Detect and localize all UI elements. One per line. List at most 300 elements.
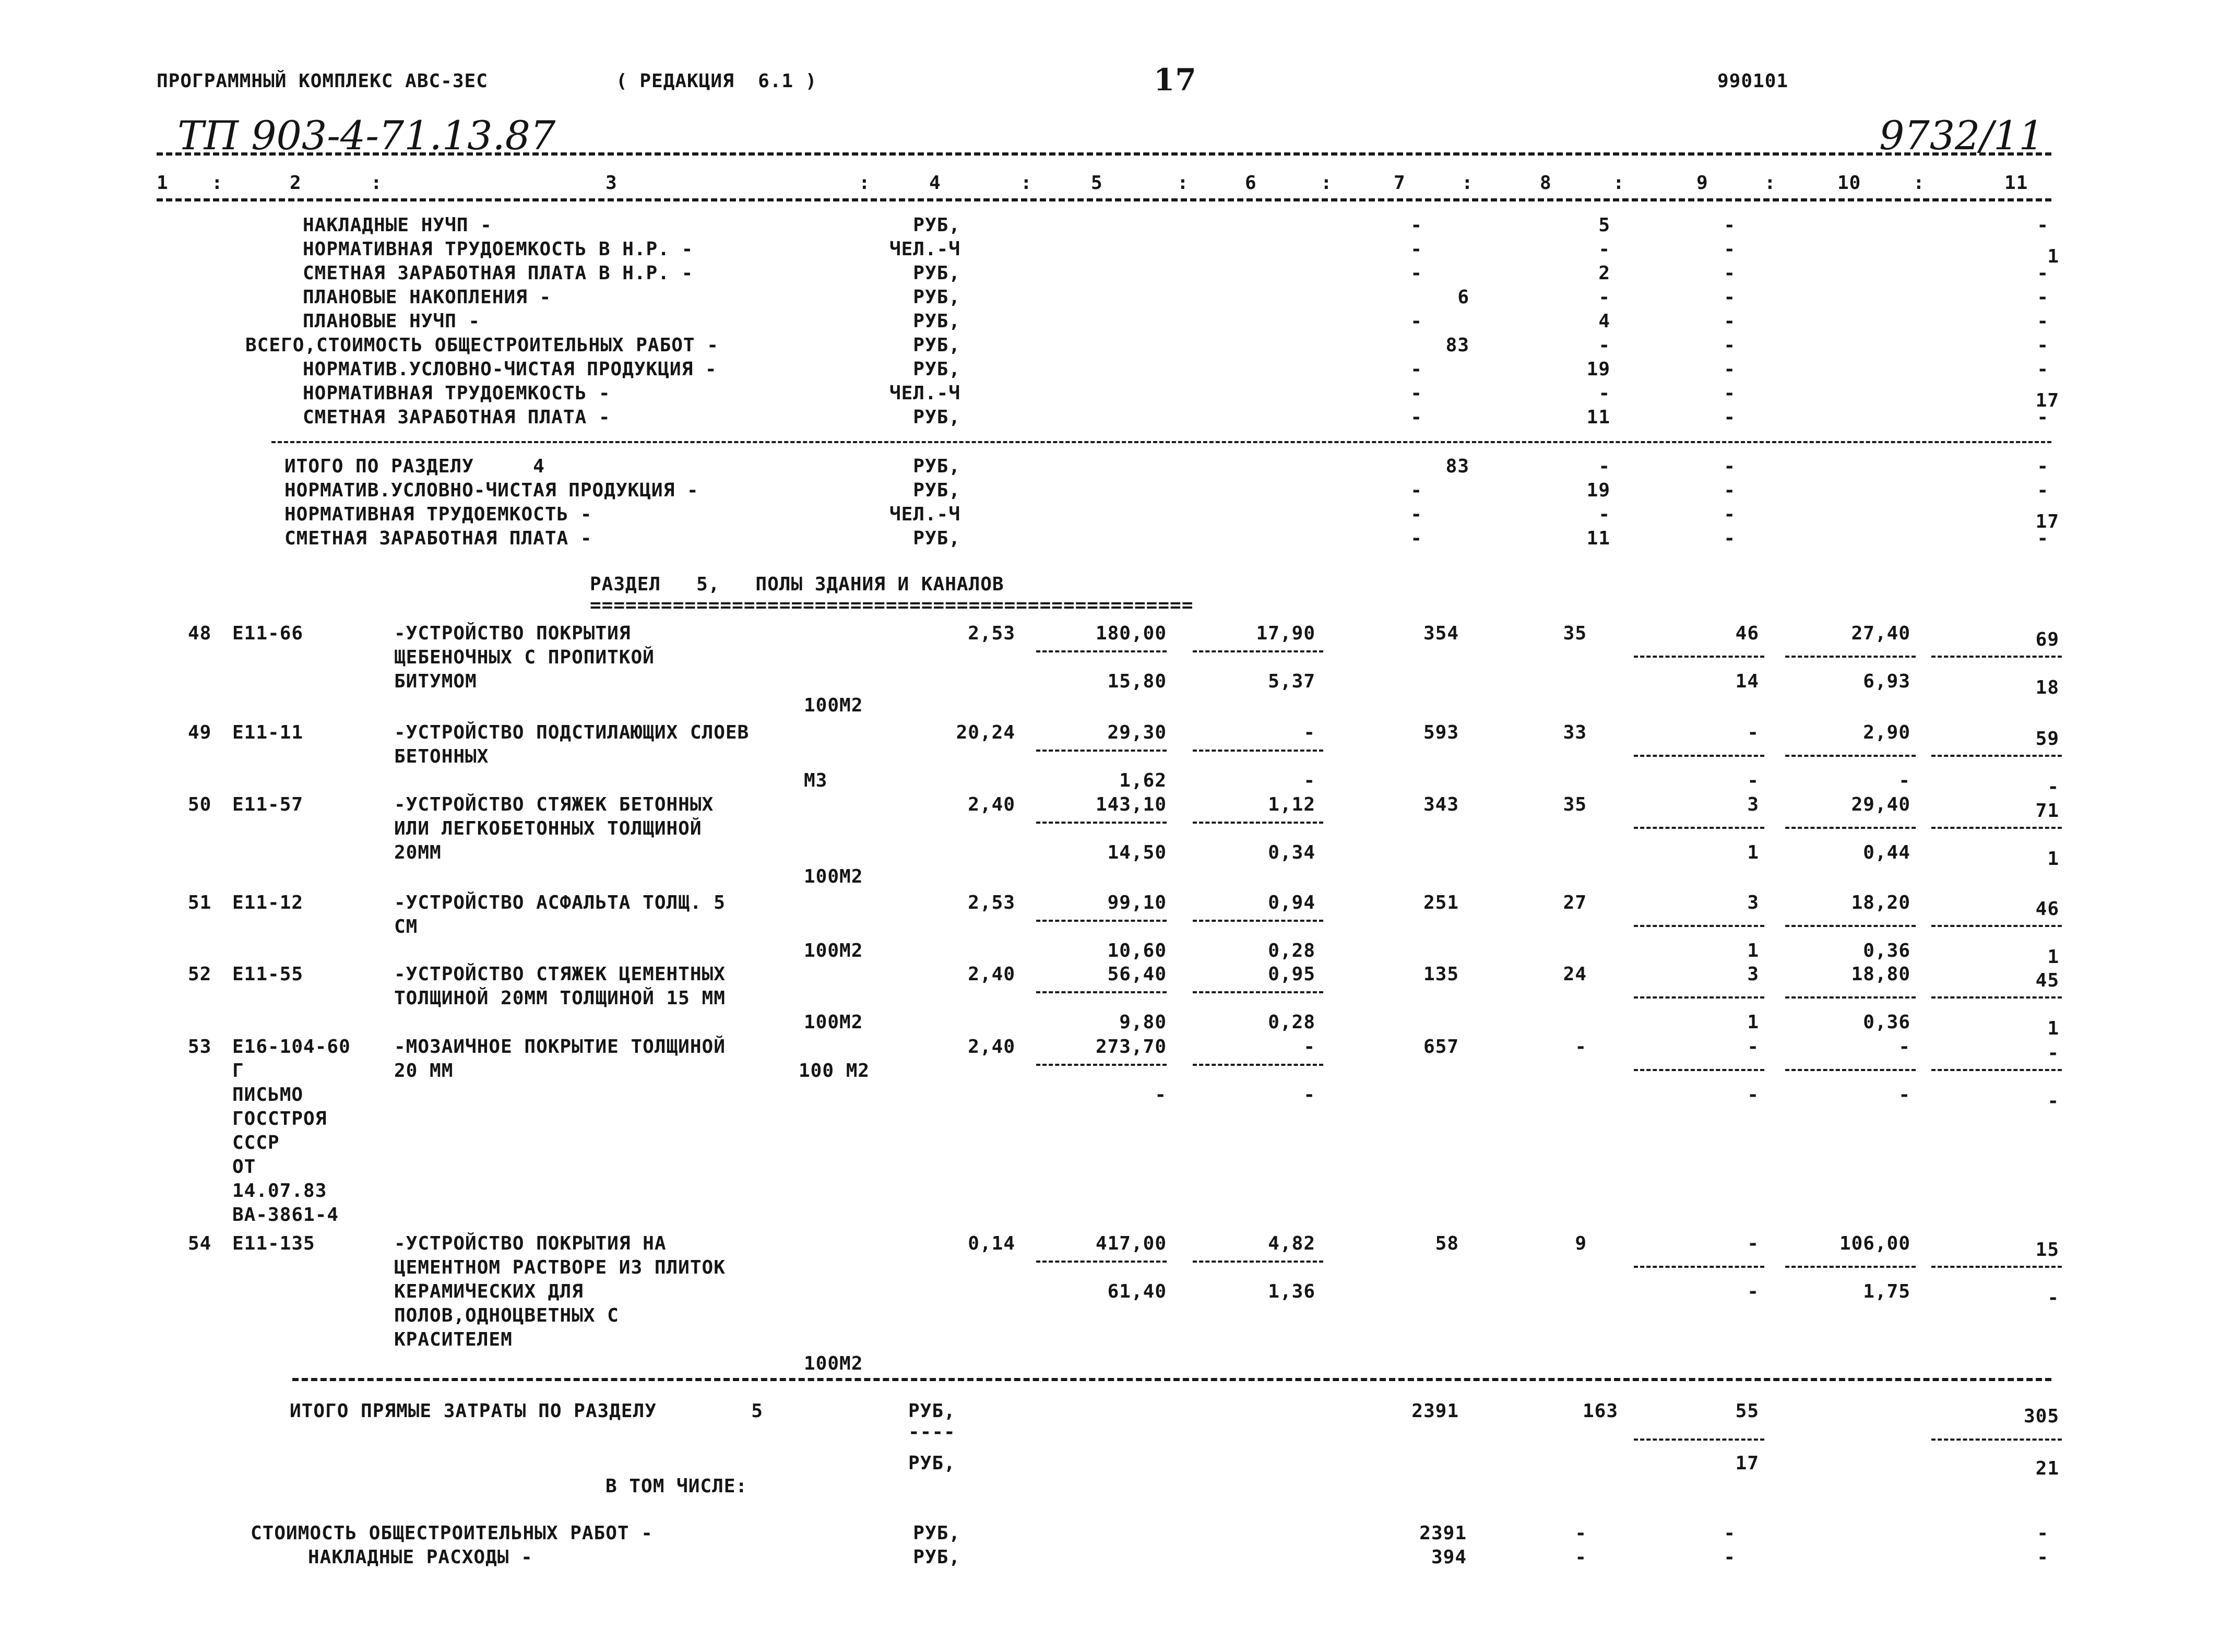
total-machines: - — [1747, 722, 1759, 743]
col9-value: - — [1724, 263, 1736, 284]
totals-rule — [292, 1378, 2051, 1381]
item-description: ЩЕБЕНОЧНЫХ С ПРОПИТКОЙ — [394, 647, 655, 668]
cell-divider — [1193, 750, 1323, 752]
col8-value: - — [1598, 287, 1610, 308]
row-label: СТОИМОСТЬ ОБЩЕСТРОИТЕЛЬНЫХ РАБОТ - — [251, 1523, 653, 1544]
totals-unit-2: РУБ, — [908, 1453, 956, 1474]
total-col11: 69 — [2035, 629, 2059, 650]
total-materials: 106,00 — [1839, 1233, 1910, 1254]
unit-cost-wages: 61,40 — [1107, 1281, 1167, 1302]
item-quantity: 2,40 — [968, 794, 1015, 815]
row-label: ВСЕГО,СТОИМОСТЬ ОБЩЕСТРОИТЕЛЬНЫХ РАБОТ - — [245, 335, 719, 356]
item-description: ТОЛЩИНОЙ 20ММ ТОЛЩИНОЙ 15 ММ — [394, 988, 726, 1009]
row-label: ИТОГО ПО РАЗДЕЛУ 4 — [284, 456, 545, 477]
column-header-9: 9 — [1696, 172, 1708, 194]
item-description: СМ — [394, 916, 418, 937]
item-description: ИЛИ ЛЕГКОБЕТОННЫХ ТОЛЩИНОЙ — [394, 818, 702, 839]
item-description: -УСТРОЙСТВО АСФАЛЬТА ТОЛЩ. 5 — [394, 892, 726, 913]
col9-value: - — [1724, 456, 1736, 477]
total-machines: 3 — [1747, 892, 1759, 913]
row-label: НОРМАТИВНАЯ ТРУДОЕМКОСТЬ - — [284, 504, 592, 525]
row-unit: ЧЕЛ.-Ч — [889, 383, 960, 404]
unit-cost-mach-wages: - — [1303, 770, 1315, 791]
item-code: Е11-135 — [232, 1233, 315, 1254]
total-mach-wages: 1 — [1747, 842, 1759, 863]
col7-value: - — [1410, 215, 1422, 236]
cell-divider — [1785, 755, 1916, 757]
cell-divider — [1634, 656, 1764, 658]
item-number: 54 — [188, 1233, 212, 1254]
col7-value: 2391 — [1419, 1523, 1467, 1544]
item-description: -УСТРОЙСТВО СТЯЖЕК БЕТОННЫХ — [394, 794, 714, 815]
row-unit: РУБ, — [913, 335, 960, 356]
item-description: -УСТРОЙСТВО ПОДСТИЛАЮЩИХ СЛОЕВ — [394, 722, 750, 743]
totals-col9: 55 — [1735, 1400, 1759, 1422]
col11-extra: 1 — [2047, 246, 2059, 267]
column-separator: : — [1913, 172, 1925, 194]
row-unit: РУБ, — [913, 407, 960, 428]
cell-divider — [1785, 1266, 1916, 1268]
row-label: НОРМАТИВ.УСЛОВНО-ЧИСТАЯ ПРОДУКЦИЯ - — [284, 480, 699, 501]
column-header-2: 2 — [290, 172, 302, 194]
col9-value: - — [1724, 528, 1736, 549]
total-col11-low: 1 — [2047, 946, 2059, 968]
col8-value: - — [1598, 335, 1610, 356]
row-unit: РУБ, — [913, 287, 960, 308]
unit-cost-machines: - — [1303, 722, 1315, 743]
row-unit: РУБ, — [913, 1547, 960, 1568]
item-code-note: ОТ — [232, 1156, 256, 1178]
total-col11-low: - — [2047, 1287, 2059, 1309]
col11-value: - — [2037, 1523, 2049, 1544]
unit-cost-wages: 14,50 — [1107, 842, 1167, 863]
total-col11: 71 — [2035, 800, 2059, 822]
cell-divider — [1785, 1069, 1916, 1071]
cell-divider — [1193, 991, 1323, 993]
col9-value: - — [1724, 239, 1736, 260]
totals-unit-underline: ---- — [908, 1421, 956, 1443]
unit-cost-wages: - — [1155, 1084, 1167, 1106]
row-unit: РУБ, — [913, 480, 960, 501]
col7-value: - — [1410, 480, 1422, 501]
item-description: ЦЕМЕНТНОМ РАСТВОРЕ ИЗ ПЛИТОК — [394, 1257, 726, 1278]
section-title: РАЗДЕЛ 5, ПОЛЫ ЗДАНИЯ И КАНАЛОВ — [590, 574, 1004, 595]
total-materials: 18,20 — [1851, 892, 1910, 913]
col8-value: 4 — [1598, 311, 1610, 332]
total-materials: 2,90 — [1863, 722, 1910, 743]
col8-value: - — [1598, 383, 1610, 404]
total-materials: 18,80 — [1851, 964, 1910, 985]
unit-cost-total: 29,30 — [1107, 722, 1167, 743]
col8-value: 11 — [1586, 407, 1610, 428]
column-header-1: 1 — [157, 172, 169, 194]
item-description: -УСТРОЙСТВО ПОКРЫТИЯ НА — [394, 1233, 667, 1254]
unit-cost-total: 56,40 — [1107, 964, 1167, 985]
col11-value: - — [2037, 311, 2049, 332]
item-quantity: 2,40 — [968, 964, 1015, 985]
edition-label: ( РЕДАКЦИЯ 6.1 ) — [616, 70, 817, 92]
cell-divider — [1036, 1064, 1167, 1066]
row-label: ПЛАНОВЫЕ НАКОПЛЕНИЯ - — [303, 287, 552, 308]
row-label: СМЕТНАЯ ЗАРАБОТНАЯ ПЛАТА - — [284, 528, 592, 549]
cell-divider — [1036, 920, 1167, 922]
col9-value: - — [1724, 287, 1736, 308]
item-description: -УСТРОЙСТВО СТЯЖЕК ЦЕМЕНТНЫХ — [394, 964, 726, 985]
col7-value: 6 — [1457, 287, 1469, 308]
item-number: 49 — [188, 722, 212, 743]
col8-value: - — [1598, 239, 1610, 260]
unit-cost-total: 143,10 — [1095, 794, 1167, 815]
total-materials: - — [1898, 1036, 1910, 1057]
unit-cost-mach-wages: 0,28 — [1268, 940, 1315, 961]
col11-value: - — [2037, 215, 2049, 236]
totals-col9-low: 17 — [1735, 1453, 1759, 1474]
row-unit: РУБ, — [913, 528, 960, 549]
column-header-6: 6 — [1245, 172, 1257, 194]
unit-cost-machines: 17,90 — [1256, 623, 1315, 644]
item-quantity: 0,14 — [968, 1233, 1015, 1254]
column-header-7: 7 — [1394, 172, 1406, 194]
item-description: КЕРАМИЧЕСКИХ ДЛЯ — [394, 1281, 584, 1302]
total-wages: 9 — [1575, 1233, 1587, 1254]
cell-divider — [1931, 1069, 2062, 1071]
col9-value: - — [1724, 1523, 1736, 1544]
column-header-4: 4 — [929, 172, 941, 194]
cell-divider — [1036, 650, 1167, 652]
cell-divider — [1931, 996, 2062, 999]
document-code: 990101 — [1717, 70, 1789, 92]
item-quantity: 2,40 — [968, 1036, 1015, 1057]
item-code: Е11-57 — [232, 794, 304, 815]
col11-value: - — [2037, 480, 2049, 501]
column-separator: : — [371, 172, 383, 194]
col11-value: - — [2037, 1547, 2049, 1568]
total-mach-wages: 1 — [1747, 940, 1759, 961]
cell-divider — [1931, 925, 2062, 927]
item-code: Е16-104-60 — [232, 1036, 351, 1057]
cell-divider — [1036, 1261, 1167, 1263]
total-col10-low: 1,75 — [1863, 1281, 1910, 1302]
total-col11: 15 — [2035, 1239, 2059, 1261]
project-number: ТП 903-4-71.13.87 — [177, 112, 556, 159]
column-separator: : — [1613, 172, 1625, 194]
total-cost: 58 — [1435, 1233, 1459, 1254]
unit-cost-machines: 1,12 — [1268, 794, 1315, 815]
col11-value: - — [2037, 287, 2049, 308]
total-materials: 29,40 — [1851, 794, 1910, 815]
cell-divider — [1193, 650, 1323, 652]
item-unit: 100М2 — [804, 1012, 863, 1033]
column-separator: : — [1020, 172, 1032, 194]
item-description: БЕТОННЫХ — [394, 746, 489, 767]
section-underline: =================================================== — [590, 595, 1194, 616]
total-wages: 33 — [1563, 722, 1587, 743]
row-unit: РУБ, — [913, 263, 960, 284]
total-col10-low: 0,36 — [1863, 940, 1910, 961]
col8-value: - — [1575, 1547, 1587, 1568]
column-header-10: 10 — [1837, 172, 1861, 194]
row-label: ПЛАНОВЫЕ НУЧП - — [303, 311, 481, 332]
total-col10-low: 0,36 — [1863, 1012, 1910, 1033]
totals-col11: 305 — [2023, 1406, 2059, 1427]
col11-value: - — [2037, 335, 2049, 356]
item-description: 20 ММ — [394, 1060, 454, 1081]
item-unit: 100М2 — [804, 866, 863, 887]
block-divider — [271, 441, 2051, 443]
column-header-5: 5 — [1091, 172, 1103, 194]
cell-divider — [1931, 755, 2062, 757]
unit-cost-total: 99,10 — [1107, 892, 1167, 913]
total-mach-wages: - — [1747, 1084, 1759, 1106]
column-separator: : — [1462, 172, 1474, 194]
col8-value: 19 — [1586, 359, 1610, 380]
row-label: НОРМАТИВ.УСЛОВНО-ЧИСТАЯ ПРОДУКЦИЯ - — [303, 359, 717, 380]
item-quantity: 2,53 — [968, 892, 1015, 913]
total-col11: - — [2047, 1042, 2059, 1064]
unit-cost-machines: 0,95 — [1268, 964, 1315, 985]
total-wages: - — [1575, 1036, 1587, 1057]
col9-value: - — [1724, 480, 1736, 501]
col7-value: - — [1410, 263, 1422, 284]
col7-value: 83 — [1445, 456, 1469, 477]
cell-divider — [1634, 925, 1764, 927]
total-cost: 657 — [1423, 1036, 1459, 1057]
unit-cost-machines: 4,82 — [1268, 1233, 1315, 1254]
col7-value: - — [1410, 311, 1422, 332]
col8-value: - — [1575, 1523, 1587, 1544]
col7-value: - — [1410, 504, 1422, 525]
item-number: 48 — [188, 623, 212, 644]
total-mach-wages: - — [1747, 770, 1759, 791]
unit-cost-wages: 15,80 — [1107, 671, 1167, 692]
program-title: ПРОГРАММНЫЙ КОМПЛЕКС АВС-3ЕС — [157, 70, 488, 92]
col7-value: - — [1410, 383, 1422, 404]
item-description: КРАСИТЕЛЕМ — [394, 1329, 513, 1350]
unit-cost-mach-wages: 5,37 — [1268, 671, 1315, 692]
unit-cost-mach-wages: 0,34 — [1268, 842, 1315, 863]
total-col10-low: - — [1898, 770, 1910, 791]
unit-cost-machines: - — [1303, 1036, 1315, 1057]
total-cost: 593 — [1423, 722, 1459, 743]
total-machines: 3 — [1747, 964, 1759, 985]
totals-label: ИТОГО ПРЯМЫЕ ЗАТРАТЫ ПО РАЗДЕЛУ 5 — [290, 1400, 763, 1422]
total-col11: 59 — [2035, 728, 2059, 750]
row-unit: РУБ, — [913, 215, 960, 236]
total-cost: 354 — [1423, 623, 1459, 644]
col9-value: - — [1724, 215, 1736, 236]
col11-value: - — [2037, 407, 2049, 428]
total-wages: 35 — [1563, 794, 1587, 815]
col7-value: - — [1410, 359, 1422, 380]
unit-cost-wages: 9,80 — [1119, 1012, 1167, 1033]
item-description: -МОЗАИЧНОЕ ПОКРЫТИЕ ТОЛЩИНОЙ — [394, 1036, 726, 1057]
total-col11-low: 18 — [2035, 677, 2059, 698]
row-label: НОРМАТИВНАЯ ТРУДОЕМКОСТЬ - — [303, 383, 611, 404]
unit-cost-wages: 10,60 — [1107, 940, 1167, 961]
row-label: НАКЛАДНЫЕ НУЧП - — [303, 215, 492, 236]
column-header-11: 11 — [2004, 172, 2028, 194]
cell-divider — [1931, 1439, 2062, 1441]
cell-divider — [1634, 996, 1764, 999]
col11-extra: 17 — [2035, 390, 2059, 411]
item-number: 52 — [188, 964, 212, 985]
including-label: В ТОМ ЧИСЛЕ: — [606, 1476, 748, 1497]
col11-value: - — [2037, 263, 2049, 284]
col8-value: - — [1598, 504, 1610, 525]
cell-divider — [1193, 1064, 1323, 1066]
unit-cost-mach-wages: 1,36 — [1268, 1281, 1315, 1302]
row-label: НАКЛАДНЫЕ РАСХОДЫ - — [308, 1547, 533, 1568]
item-description: БИТУМОМ — [394, 671, 477, 692]
totals-unit: РУБ, — [908, 1400, 956, 1422]
item-number: 53 — [188, 1036, 212, 1057]
item-code-note: СССР — [232, 1132, 280, 1154]
header-rule-bottom — [157, 198, 2051, 201]
total-mach-wages: - — [1747, 1281, 1759, 1302]
unit-cost-mach-wages: - — [1303, 1084, 1315, 1106]
col8-value: 19 — [1586, 480, 1610, 501]
total-mach-wages: 1 — [1747, 1012, 1759, 1033]
column-separator: : — [859, 172, 871, 194]
total-col11: 45 — [2035, 970, 2059, 991]
col8-value: 5 — [1598, 215, 1610, 236]
item-code-note: ПИСЬМО — [232, 1084, 304, 1106]
total-cost: 251 — [1423, 892, 1459, 913]
col7-value: - — [1410, 239, 1422, 260]
col9-value: - — [1724, 1547, 1736, 1568]
totals-col8: 163 — [1582, 1400, 1618, 1422]
col7-value: 394 — [1431, 1547, 1467, 1568]
row-unit: ЧЕЛ.-Ч — [889, 504, 960, 525]
cell-divider — [1785, 656, 1916, 658]
cell-divider — [1193, 920, 1323, 922]
col9-value: - — [1724, 504, 1736, 525]
item-code-note: ВА-3861-4 — [232, 1204, 339, 1226]
item-unit: 100М2 — [804, 1353, 863, 1374]
item-code: Е11-66 — [232, 623, 304, 644]
column-separator: : — [211, 172, 223, 194]
cell-divider — [1931, 656, 2062, 658]
cell-divider — [1634, 755, 1764, 757]
total-col11-low: 1 — [2047, 1018, 2059, 1039]
unit-cost-wages: 1,62 — [1119, 770, 1167, 791]
row-label: СМЕТНАЯ ЗАРАБОТНАЯ ПЛАТА - — [303, 407, 611, 428]
header-rule-top — [157, 152, 2051, 156]
cell-divider — [1931, 1266, 2062, 1268]
item-description: 20ММ — [394, 842, 442, 863]
total-col11-low: - — [2047, 1090, 2059, 1112]
item-code: Е11-11 — [232, 722, 304, 743]
cell-divider — [1931, 827, 2062, 829]
total-machines: - — [1747, 1036, 1759, 1057]
col11-value: - — [2037, 359, 2049, 380]
column-separator: : — [1321, 172, 1333, 194]
column-header-8: 8 — [1540, 172, 1552, 194]
total-col10-low: - — [1898, 1084, 1910, 1106]
totals-col7: 2391 — [1411, 1400, 1459, 1422]
total-col10-low: 6,93 — [1863, 671, 1910, 692]
cell-divider — [1785, 996, 1916, 999]
row-unit: РУБ, — [913, 456, 960, 477]
sheet-number: 9732/11 — [1879, 112, 2044, 159]
cell-divider — [1036, 822, 1167, 824]
item-code-note: Г — [232, 1060, 244, 1081]
unit-cost-machines: 0,94 — [1268, 892, 1315, 913]
col8-value: 2 — [1598, 263, 1610, 284]
row-unit: ЧЕЛ.-Ч — [889, 239, 960, 260]
totals-col11-low: 21 — [2035, 1458, 2059, 1479]
col9-value: - — [1724, 311, 1736, 332]
item-number: 51 — [188, 892, 212, 913]
item-unit: 100 М2 — [799, 1060, 870, 1081]
unit-cost-mach-wages: 0,28 — [1268, 1012, 1315, 1033]
total-col11-low: 1 — [2047, 848, 2059, 870]
col9-value: - — [1724, 407, 1736, 428]
cell-divider — [1634, 1069, 1764, 1071]
column-header-3: 3 — [606, 172, 618, 194]
total-col10-low: 0,44 — [1863, 842, 1910, 863]
cell-divider — [1634, 1439, 1764, 1441]
total-machines: 3 — [1747, 794, 1759, 815]
col11-value: - — [2037, 456, 2049, 477]
total-wages: 35 — [1563, 623, 1587, 644]
item-number: 50 — [188, 794, 212, 815]
item-code: Е11-12 — [232, 892, 304, 913]
cell-divider — [1634, 827, 1764, 829]
total-wages: 24 — [1563, 964, 1587, 985]
total-mach-wages: 14 — [1735, 671, 1759, 692]
row-unit: РУБ, — [913, 311, 960, 332]
item-quantity: 20,24 — [956, 722, 1015, 743]
col8-value: 11 — [1586, 528, 1610, 549]
cell-divider — [1785, 925, 1916, 927]
cell-divider — [1193, 1261, 1323, 1263]
row-label: НОРМАТИВНАЯ ТРУДОЕМКОСТЬ В Н.Р. - — [303, 239, 694, 260]
col9-value: - — [1724, 359, 1736, 380]
total-machines: 46 — [1735, 623, 1759, 644]
col9-value: - — [1724, 335, 1736, 356]
col9-value: - — [1724, 383, 1736, 404]
cell-divider — [1036, 750, 1167, 752]
cell-divider — [1193, 822, 1323, 824]
item-code-note: 14.07.83 — [232, 1180, 327, 1202]
col7-value: - — [1410, 407, 1422, 428]
cell-divider — [1036, 991, 1167, 993]
item-unit: М3 — [804, 770, 828, 791]
page-number: 17 — [1154, 62, 1197, 98]
unit-cost-total: 180,00 — [1095, 623, 1167, 644]
total-machines: - — [1747, 1233, 1759, 1254]
total-wages: 27 — [1563, 892, 1587, 913]
col8-value: - — [1598, 456, 1610, 477]
column-separator: : — [1764, 172, 1776, 194]
item-description: -УСТРОЙСТВО ПОКРЫТИЯ — [394, 623, 631, 644]
row-unit: РУБ, — [913, 1523, 960, 1544]
unit-cost-total: 273,70 — [1095, 1036, 1167, 1057]
col7-value: - — [1410, 528, 1422, 549]
column-separator: : — [1177, 172, 1189, 194]
total-cost: 135 — [1423, 964, 1459, 985]
cell-divider — [1785, 827, 1916, 829]
unit-cost-total: 417,00 — [1095, 1233, 1167, 1254]
total-materials: 27,40 — [1851, 623, 1910, 644]
item-unit: 100М2 — [804, 695, 863, 716]
item-code-note: ГОССТРОЯ — [232, 1108, 327, 1130]
item-code: Е11-55 — [232, 964, 304, 985]
col11-extra: 17 — [2035, 511, 2059, 532]
cell-divider — [1634, 1266, 1764, 1268]
total-cost: 343 — [1423, 794, 1459, 815]
